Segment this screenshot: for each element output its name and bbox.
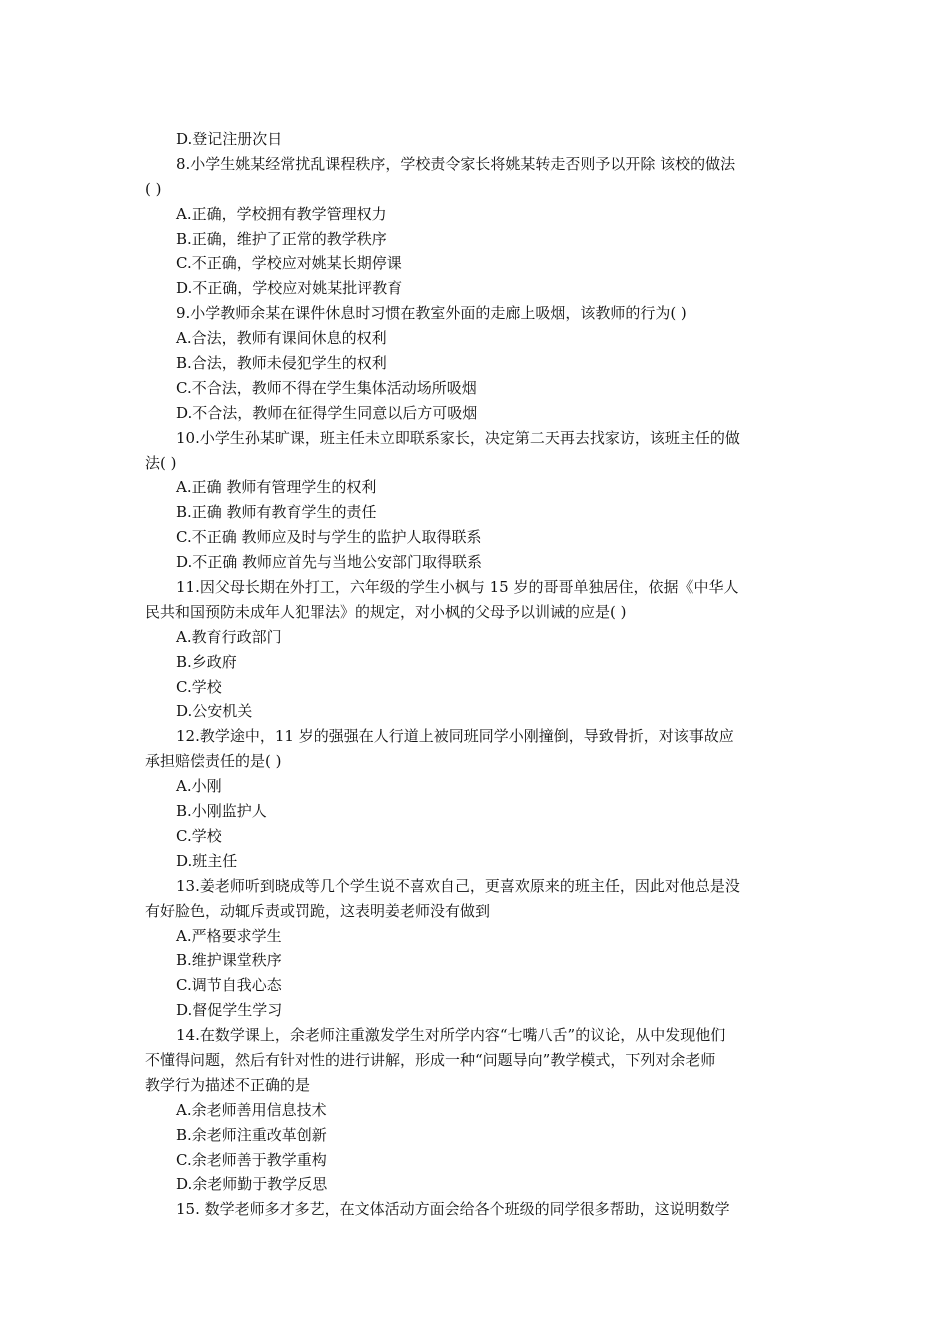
text-line: 11.因父母长期在外打工，六年级的学生小枫与 15 岁的哥哥单独居住，依据《中华人	[176, 578, 739, 597]
text-line: D.不正确 教师应首先与当地公安部门取得联系	[176, 553, 483, 572]
text-line: D.登记注册次日	[176, 130, 283, 148]
text-line: D.公安机关	[176, 702, 253, 721]
text-line: C.不合法，教师不得在学生集体活动场所吸烟	[176, 378, 477, 397]
document-body	[145, 127, 809, 1222]
text-line: B.正确 教师有教育学生的责任	[176, 503, 377, 522]
text-line: C.不正确，学校应对姚某长期停课	[176, 254, 402, 273]
text-line: 10.小学生孙某旷课，班主任未立即联系家长，决定第二天再去找家访，该班主任的做	[176, 428, 740, 447]
text-line: A.小刚	[176, 777, 222, 796]
text-line: 教学行为描述不正确的是	[145, 1075, 311, 1094]
text-line: 法( )	[145, 453, 177, 472]
text-line: 14.在数学课上，余老师注重激发学生对所学内容“七嘴八舌”的议论，从中发现他们	[176, 1026, 726, 1045]
text-line: 15. 数学老师多才多艺，在文体活动方面会给各个班级的同学很多帮助，这说明数学	[176, 1200, 730, 1219]
document-page	[145, 127, 809, 1222]
text-line: ( )	[145, 179, 162, 198]
text-line: D.不正确，学校应对姚某批评教育	[176, 279, 403, 298]
text-line: B.余老师注重改革创新	[176, 1125, 327, 1144]
text-line: D.不合法，教师在征得学生同意以后方可吸烟	[176, 403, 478, 422]
text-line: C.调节自我心态	[176, 976, 282, 995]
text-line: 8.小学生姚某经常扰乱课程秩序，学校责令家长将姚某转走否则予以开除 该校的做法	[176, 154, 736, 173]
text-line: 12.教学途中，11 岁的强强在人行道上被同班同学小刚撞倒，导致骨折，对该事故应	[176, 727, 734, 746]
text-line: A.余老师善用信息技术	[176, 1100, 327, 1119]
text-line: 有好脸色，动辄斥责或罚跪，这表明姜老师没有做到	[145, 901, 491, 920]
text-line: C.学校	[176, 677, 222, 696]
text-line: 13.姜老师听到晓成等几个学生说不喜欢自己，更喜欢原来的班主任，因此对他总是没	[176, 876, 740, 895]
text-line: A.合法，教师有课间休息的权利	[176, 329, 387, 348]
text-line: D.班主任	[176, 851, 238, 870]
text-line: 不懂得问题，然后有针对性的进行讲解，形成一种“问题导向”教学模式，下列对余老师	[145, 1050, 716, 1069]
text-line: D.余老师勤于教学反思	[176, 1175, 328, 1194]
text-line: A.教育行政部门	[176, 627, 282, 646]
text-line: D.督促学生学习	[176, 1001, 283, 1020]
text-line: B.合法，教师未侵犯学生的权利	[176, 354, 387, 373]
text-line: B.维护课堂秩序	[176, 951, 282, 970]
text-line: B.正确，维护了正常的教学秩序	[176, 229, 387, 248]
text-line: B.乡政府	[176, 652, 237, 671]
text-line: 承担赔偿责任的是( )	[145, 752, 282, 771]
text-line: A.正确 教师有管理学生的权利	[176, 478, 377, 497]
text-line: C.不正确 教师应及时与学生的监护人取得联系	[176, 528, 482, 547]
text-line: 9.小学教师余某在课件休息时习惯在教室外面的走廊上吸烟，该教师的行为( )	[176, 304, 687, 323]
text-line: A.正确，学校拥有教学管理权力	[176, 204, 387, 223]
text-line: C.余老师善于教学重构	[176, 1150, 327, 1169]
text-line: B.小刚监护人	[176, 802, 267, 821]
text-line: 民共和国预防未成年人犯罪法》的规定，对小枫的父母予以训诫的应是( )	[145, 602, 627, 621]
text-line: C.学校	[176, 826, 222, 845]
text-line: A.严格要求学生	[176, 926, 282, 945]
